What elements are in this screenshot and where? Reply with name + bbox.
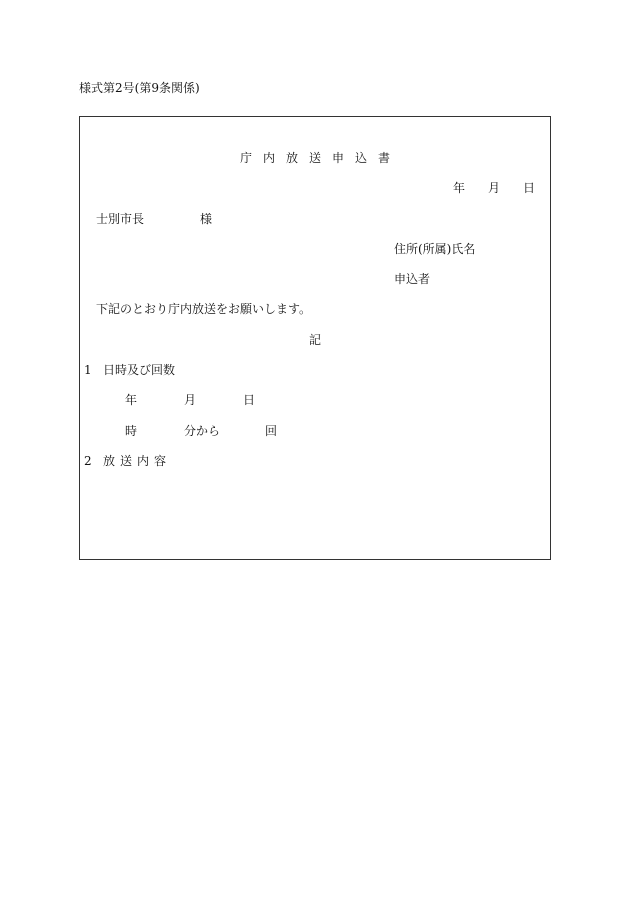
date-month-label: 月 (488, 181, 501, 195)
date-year-label: 年 (453, 181, 466, 195)
item1-label: 日時及び回数 (103, 363, 176, 377)
item1-hour-label: 時 (125, 424, 138, 438)
address-affiliation-name-label: 住所(所属)氏名 (394, 242, 476, 256)
addressee-honorific: 様 (200, 212, 213, 226)
form-number: 様式第2号(第9条関係) (79, 81, 200, 95)
item1-day-label: 日 (243, 393, 256, 407)
item1-month-label: 月 (184, 393, 197, 407)
addressee-name: 士別市長 (96, 212, 145, 226)
form-title: 庁内放送申込書 (240, 151, 402, 165)
item1-number: 1 (84, 363, 92, 377)
ki-heading: 記 (309, 333, 322, 347)
item1-minute-label: 分から (184, 424, 221, 438)
request-text: 下記のとおり庁内放送をお願いします。 (96, 302, 312, 316)
item2-number: 2 (84, 454, 92, 468)
applicant-label: 申込者 (394, 272, 431, 286)
date-day-label: 日 (523, 181, 536, 195)
item1-count-label: 回 (265, 424, 278, 438)
item2-label: 放送内容 (103, 454, 172, 468)
item1-year-label: 年 (125, 393, 138, 407)
